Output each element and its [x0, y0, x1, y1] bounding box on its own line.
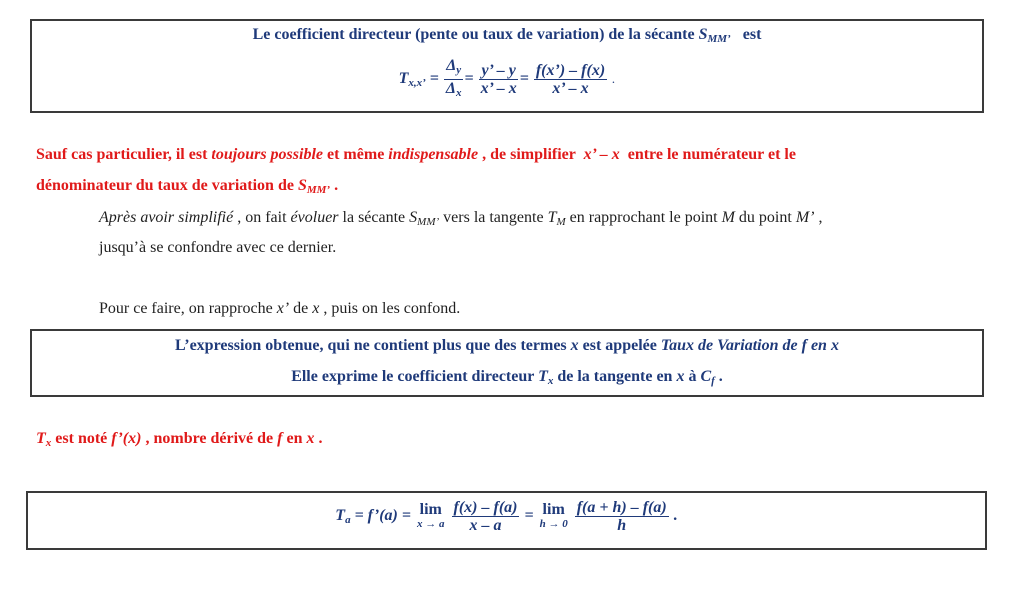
- rate-definition-line1: L’expression obtenue, qui ne contient plus que des termes x est appelée Taux de Variation de f en x: [175, 337, 839, 354]
- evolution-paragraph-line2: jusqu’à se confondre avec ce dernier.: [99, 239, 337, 256]
- slope-formula: $T_{x,x’}$ = $\frac{\Delta_y}{\Delta_x}$ = $\frac{y’ - y}{x’ - x}$ = $\frac{f(x’) - f(x)}{x’ - x}$ .: [32, 57, 982, 102]
- slope-definition-text: [32, 26, 982, 45]
- formula-lhs: $T_{x,x’}$: [398, 70, 426, 90]
- evolution-paragraph-line1: Après avoir simplifié , on fait évoluer la sécante $S_{MM’}$ vers la tangente $T_M$ en rapprochant le point M du point M’ ,: [99, 209, 823, 228]
- derivative-lhs: $T_a$: [335, 507, 351, 527]
- definition-box-rate: [30, 329, 984, 397]
- definition-box-slope: [30, 19, 984, 113]
- simplify-paragraph-line1: Sauf cas particulier, il est toujours possible et même indispensable , de simplifier x’ – x entre le numérateur et le: [36, 146, 796, 163]
- simplify-paragraph-line2: dénominateur du taux de variation de $S_{MM’}$ .: [36, 177, 339, 196]
- slope-text-before: Le coefficient directeur (pente ou taux de variation) de la sécante: [252, 26, 695, 43]
- formula-fraction-y: $\frac{y’ - y}{x’ - x}$: [480, 62, 517, 97]
- secant-symbol: $S_{MM’}$: [698, 26, 731, 45]
- derivative-formula-box: [26, 491, 987, 550]
- approach-paragraph: Pour ce faire, on rapproche x’ de x , puis on les confond.: [99, 300, 461, 317]
- derivative-fraction-2: $\frac{f(a + h) - f(a)}{h}$: [576, 499, 667, 534]
- limit-h-to-0: lim h → 0: [539, 500, 568, 530]
- formula-fraction-f: $\frac{f(x’) - f(x)}{x’ - x}$: [535, 62, 606, 97]
- derivative-fraction-1: $\frac{f(x) - f(a)}{x - a}$: [453, 499, 518, 534]
- derivative-note: $T_x$ est noté f’(x) , nombre dérivé de f en x .: [36, 430, 323, 449]
- slope-text-after: est: [742, 26, 762, 43]
- formula-fraction-delta: $\frac{\Delta_y}{\Delta_x}$: [445, 57, 462, 99]
- derivative-formula: $T_a$ = f’(a) = lim x → a $\frac{f(x) - f(a)}{x - a}$ = lim h → 0 $\frac{f(a + h) - f(a)}{h}$ .: [335, 499, 678, 534]
- limit-x-to-a: lim x → a: [417, 500, 445, 530]
- rate-definition-line2: Elle exprime le coefficient directeur $T_x$ de la tangente en x à $C_f$ .: [291, 368, 723, 387]
